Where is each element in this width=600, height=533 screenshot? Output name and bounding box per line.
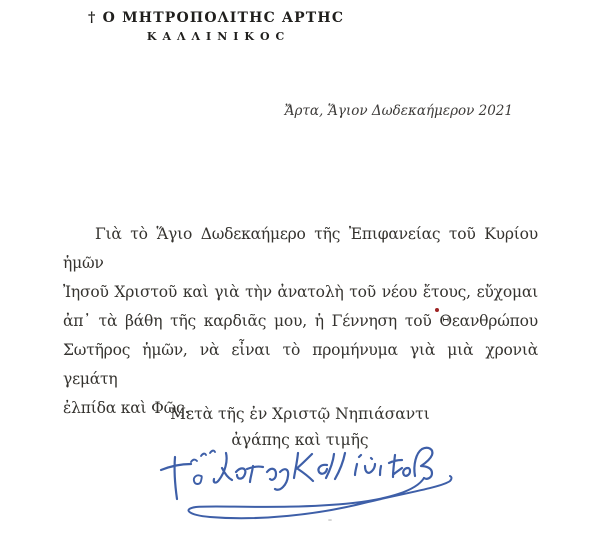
- letterhead: [88, 10, 344, 43]
- handwritten-signature: [158, 441, 468, 526]
- letterhead-name: ΚΑΛΛΙΝΙΚΟC: [146, 30, 291, 43]
- closing-line-1: Μετὰ τῆς ἐν Χριστῷ Νηπιάσαντι: [170, 405, 430, 423]
- body-line: Σωτῆρος ἡμῶν, νὰ εἶναι τὸ προμήνυμα γιὰ μιὰ χρονιὰ γεμάτη: [63, 341, 538, 388]
- closing-line-2: ἀγάπης καὶ τιμῆς: [231, 431, 369, 449]
- body-line: Ἰησοῦ Χριστοῦ καὶ γιὰ τὴν ἀνατολὴ τοῦ νέου ἔτους, εὔχομαι: [63, 283, 538, 301]
- signature-underline-flourish: [188, 476, 451, 518]
- body-line: ἀπ᾿ τὰ βάθη τῆς καρδιᾶς μου, ἡ Γέννηση τοῦ Θεανθρώπου: [63, 312, 538, 330]
- date-line: Ἄρτα, Ἅγιον Δωδεκαήμερον 2021: [284, 103, 513, 119]
- body-paragraph: [63, 220, 538, 423]
- signature-cross-stroke: [161, 457, 191, 499]
- body-line: Γιὰ τὸ Ἅγιο Δωδεκαήμερο τῆς Ἐπιφανείας τοῦ Κυρίου ἡμῶν: [63, 225, 538, 272]
- faint-speck: [328, 519, 332, 521]
- signature-artis-stroke: [214, 453, 288, 490]
- signature-final-sigma-stroke: [414, 448, 432, 479]
- signature-omicron-stroke: [191, 451, 215, 484]
- signature-kallinikos-stroke: [294, 453, 410, 481]
- body-line: ἐλπίδα καὶ Φῶς.: [63, 399, 190, 417]
- letterhead-title: † Ο ΜΗΤΡΟΠΟΛΙΤΗC ΑΡΤΗC: [88, 10, 345, 26]
- ink-speck: [435, 308, 439, 312]
